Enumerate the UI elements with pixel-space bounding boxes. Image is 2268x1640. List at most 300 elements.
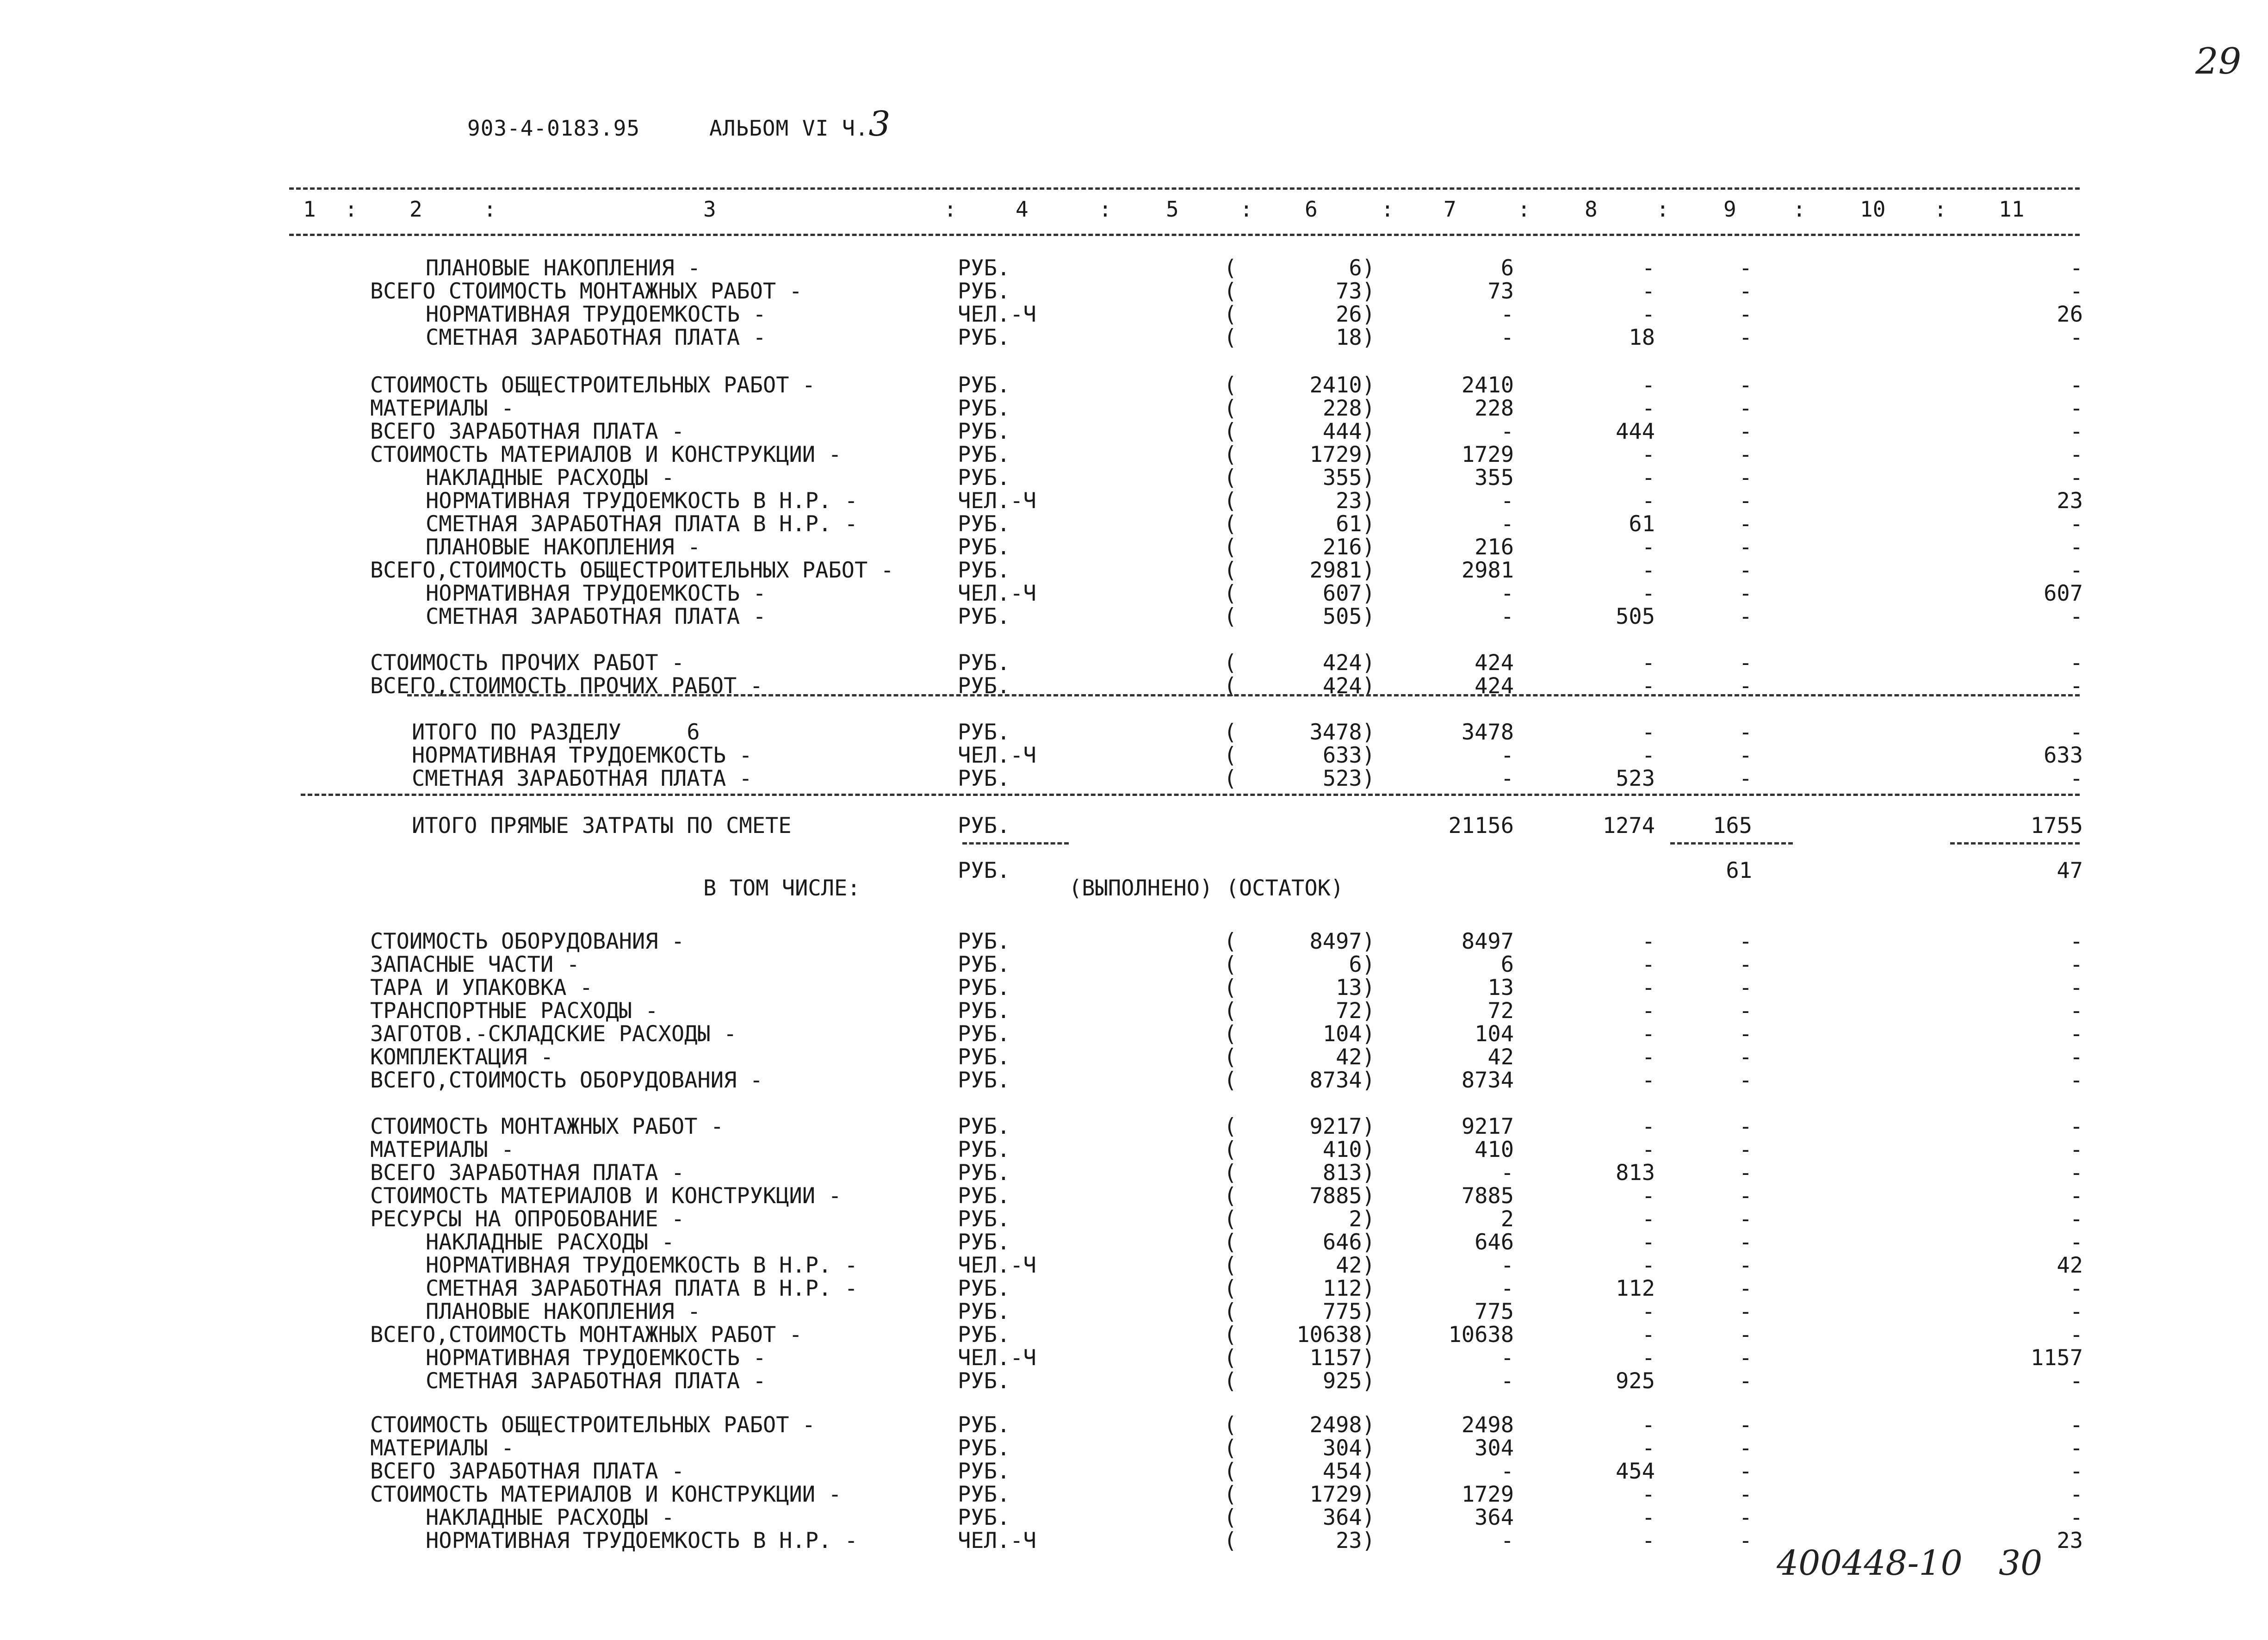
row-label: ВСЕГО ЗАРАБОТНАЯ ПЛАТА - (370, 1459, 685, 1484)
table-row (0, 1300, 2268, 1324)
row-col7: 1729 (1461, 1482, 1514, 1507)
table-row (0, 1185, 2268, 1209)
row-paren: ( (1224, 1322, 1237, 1348)
row-paren: ( (1224, 534, 1237, 560)
row-col6: 424) (1322, 650, 1375, 676)
row-label: ПЛАНОВЫЕ НАКОПЛЕНИЯ - (426, 255, 701, 281)
row-unit: РУБ. (958, 255, 1010, 281)
row-unit: РУБ. (958, 1230, 1010, 1255)
table-row (0, 1208, 2268, 1232)
row-col8: - (1642, 998, 1655, 1024)
row-col6: 6) (1349, 952, 1375, 977)
row-col6: 104) (1322, 1021, 1375, 1047)
row-col6: 505) (1322, 604, 1375, 629)
column-number-header: 1 : 2 : 3 : 4 : 5 : 6 : 7 : 8 : 9 : 10 : 11 (303, 197, 2025, 222)
row-col9: - (1739, 396, 1752, 421)
row-col6: 607) (1322, 581, 1375, 606)
row-paren: ( (1224, 1368, 1237, 1394)
row-unit: РУБ. (958, 1435, 1010, 1461)
row-col11: - (2070, 766, 2083, 791)
row-col7: - (1500, 1345, 1514, 1371)
row-col9: 61 (1726, 858, 1752, 883)
row-col8: 1274 (1602, 813, 1655, 839)
row-col7: 3478 (1461, 720, 1514, 745)
row-col6: 7885) (1309, 1183, 1375, 1209)
row-col7: - (1500, 511, 1514, 537)
row-label: СМЕТНАЯ ЗАРАБОТНАЯ ПЛАТА - (426, 1368, 766, 1394)
row-col9: - (1739, 975, 1752, 1000)
row-unit: ЧЕЛ.-Ч (958, 1253, 1036, 1278)
row-col11: - (2070, 534, 2083, 560)
row-col11: - (2070, 1322, 2083, 1348)
col-num: 2 (409, 197, 422, 222)
row-col9: - (1739, 488, 1752, 514)
row-unit: РУБ. (958, 813, 1010, 839)
row-col6: 72) (1336, 998, 1375, 1024)
row-unit: РУБ. (958, 1459, 1010, 1484)
row-unit: РУБ. (958, 720, 1010, 745)
table-row (0, 374, 2268, 398)
row-col8: - (1642, 302, 1655, 327)
row-col7: 424 (1475, 673, 1514, 699)
row-paren: ( (1224, 766, 1237, 791)
row-col11: - (2070, 442, 2083, 467)
row-paren: ( (1224, 581, 1237, 606)
row-label: СТОИМОСТЬ МАТЕРИАЛОВ И КОНСТРУКЦИИ - (370, 442, 842, 467)
row-col11: - (2070, 1505, 2083, 1530)
row-col9: - (1739, 1137, 1752, 1162)
row-label: ВСЕГО,СТОИМОСТЬ ПРОЧИХ РАБОТ - (370, 673, 763, 699)
row-label: СМЕТНАЯ ЗАРАБОТНАЯ ПЛАТА - (426, 325, 766, 350)
row-paren: ( (1224, 1160, 1237, 1186)
row-col7: - (1500, 1368, 1514, 1394)
table-row (0, 814, 2268, 839)
row-col11: - (2070, 1183, 2083, 1209)
table-row (0, 490, 2268, 514)
row-col6: 9217) (1309, 1114, 1375, 1139)
row-label: СТОИМОСТЬ МОНТАЖНЫХ РАБОТ - (370, 1114, 724, 1139)
row-unit: РУБ. (958, 1068, 1010, 1093)
row-unit: РУБ. (958, 442, 1010, 467)
row-paren: ( (1224, 1459, 1237, 1484)
in-that-number-row (0, 877, 2268, 901)
row-col8: 813 (1616, 1160, 1655, 1186)
row-col6: 1729) (1309, 442, 1375, 467)
header-bottom-rule (289, 234, 2080, 236)
row-unit: РУБ. (958, 650, 1010, 676)
row-paren: ( (1224, 1044, 1237, 1070)
row-unit: ЧЕЛ.-Ч (958, 1345, 1036, 1371)
row-col7: - (1500, 1160, 1514, 1186)
row-col8: - (1642, 720, 1655, 745)
row-label: ВСЕГО ЗАРАБОТНАЯ ПЛАТА - (370, 419, 685, 444)
row-label: СТОИМОСТЬ ОБОРУДОВАНИЯ - (370, 929, 685, 954)
total-sub-rule-unit (962, 842, 1069, 845)
row-unit: РУБ. (958, 1276, 1010, 1301)
row-paren: ( (1224, 1528, 1237, 1553)
table-row (0, 744, 2268, 768)
row-col9: - (1739, 1412, 1752, 1438)
table-row (0, 303, 2268, 327)
row-col9: - (1739, 511, 1752, 537)
row-col8: - (1642, 1137, 1655, 1162)
table-row (0, 397, 2268, 421)
row-col8: - (1642, 1230, 1655, 1255)
row-col8: 18 (1629, 325, 1655, 350)
row-col6: 23) (1336, 1528, 1375, 1553)
row-col7: - (1500, 743, 1514, 768)
row-paren: ( (1224, 419, 1237, 444)
row-col9: - (1739, 1206, 1752, 1232)
row-col7: 73 (1487, 279, 1514, 304)
row-col11: - (2070, 1044, 2083, 1070)
row-label: НОРМАТИВНАЯ ТРУДОЕМКОСТЬ В Н.Р. - (426, 1528, 858, 1553)
row-label: МАТЕРИАЛЫ - (370, 1137, 514, 1162)
row-col6: 2410) (1309, 373, 1375, 398)
table-row (0, 1437, 2268, 1461)
table-row (0, 559, 2268, 583)
row-paren: ( (1224, 465, 1237, 491)
row-col8: 454 (1616, 1459, 1655, 1484)
in-that-number-label: В ТОМ ЧИСЛЕ: (703, 876, 861, 901)
row-col7: 104 (1475, 1021, 1514, 1047)
row-col6: 10638) (1296, 1322, 1375, 1348)
table-top-rule (289, 187, 2080, 190)
row-col11: - (2070, 1482, 2083, 1507)
table-row (0, 326, 2268, 350)
row-unit: РУБ. (958, 975, 1010, 1000)
row-col7: 1729 (1461, 442, 1514, 467)
row-col11: - (2070, 975, 2083, 1000)
row-col8: 444 (1616, 419, 1655, 444)
row-paren: ( (1224, 1345, 1237, 1371)
row-col9: - (1739, 1114, 1752, 1139)
row-label: ВСЕГО СТОИМОСТЬ МОНТАЖНЫХ РАБОТ - (370, 279, 802, 304)
row-col8: - (1642, 1412, 1655, 1438)
row-col9: - (1739, 1044, 1752, 1070)
row-col11: - (2070, 1160, 2083, 1186)
row-unit: РУБ. (958, 766, 1010, 791)
row-label: НАКЛАДНЫЕ РАСХОДЫ - (426, 1505, 675, 1530)
row-label: НОРМАТИВНАЯ ТРУДОЕМКОСТЬ В Н.Р. - (426, 1253, 858, 1278)
handwritten-document-number: 400448-10 (1777, 1543, 1963, 1583)
row-col7: - (1500, 1276, 1514, 1301)
row-col7: 228 (1475, 396, 1514, 421)
table-row (0, 721, 2268, 745)
row-col11: - (2070, 373, 2083, 398)
row-col11: 23 (2057, 1528, 2083, 1553)
row-col7: 2981 (1461, 558, 1514, 583)
row-label: СТОИМОСТЬ МАТЕРИАЛОВ И КОНСТРУКЦИИ - (370, 1183, 842, 1209)
row-label: МАТЕРИАЛЫ - (370, 396, 514, 421)
row-col9: - (1739, 1276, 1752, 1301)
row-label: ИТОГО ПО РАЗДЕЛУ 6 (412, 720, 700, 745)
row-col6: 633) (1322, 743, 1375, 768)
row-col9: - (1739, 1482, 1752, 1507)
row-col11: - (2070, 1137, 2083, 1162)
row-col7: 21156 (1448, 813, 1514, 839)
row-col6: 112) (1322, 1276, 1375, 1301)
row-col11: - (2070, 1021, 2083, 1047)
table-row (0, 1046, 2268, 1070)
table-row (0, 280, 2268, 304)
handwritten-sheet-number: 30 (1999, 1543, 2043, 1583)
row-col6: 2) (1349, 1206, 1375, 1232)
row-col8: - (1642, 442, 1655, 467)
row-col9: - (1739, 1505, 1752, 1530)
row-col11: - (2070, 604, 2083, 629)
row-col8: - (1642, 1505, 1655, 1530)
row-label: СМЕТНАЯ ЗАРАБОТНАЯ ПЛАТА В Н.Р. - (426, 1276, 858, 1301)
row-col11: - (2070, 396, 2083, 421)
col-num: 10 (1860, 197, 1886, 222)
album-part-handwritten: 3 (868, 104, 891, 144)
row-col7: 775 (1475, 1299, 1514, 1324)
row-col11: - (2070, 673, 2083, 699)
row-label: СТОИМОСТЬ ОБЩЕСТРОИТЕЛЬНЫХ РАБОТ - (370, 1412, 816, 1438)
row-col9: - (1739, 302, 1752, 327)
table-row (0, 1115, 2268, 1139)
row-label: ПЛАНОВЫЕ НАКОПЛЕНИЯ - (426, 534, 701, 560)
row-paren: ( (1224, 604, 1237, 629)
row-col8: - (1642, 952, 1655, 977)
row-col11: 607 (2044, 581, 2083, 606)
row-col9: - (1739, 534, 1752, 560)
row-col11: - (2070, 998, 2083, 1024)
table-row (0, 513, 2268, 537)
table-row (0, 1506, 2268, 1530)
row-col8: - (1642, 1482, 1655, 1507)
row-paren: ( (1224, 1021, 1237, 1047)
row-unit: РУБ. (958, 1206, 1010, 1232)
row-unit: ЧЕЛ.-Ч (958, 488, 1036, 514)
row-paren: ( (1224, 1299, 1237, 1324)
row-col7: 6 (1500, 255, 1514, 281)
row-col9: - (1739, 952, 1752, 977)
row-unit: РУБ. (958, 1021, 1010, 1047)
row-col11: - (2070, 465, 2083, 491)
row-unit: ЧЕЛ.-Ч (958, 1528, 1036, 1553)
row-unit: РУБ. (958, 1322, 1010, 1348)
row-label: ВСЕГО,СТОИМОСТЬ ОБОРУДОВАНИЯ - (370, 1068, 763, 1093)
table-row (0, 953, 2268, 977)
row-col6: 13) (1336, 975, 1375, 1000)
row-col11: - (2070, 929, 2083, 954)
row-col6: 26) (1336, 302, 1375, 327)
row-col7: 2410 (1461, 373, 1514, 398)
row-col7: - (1500, 419, 1514, 444)
row-paren: ( (1224, 1482, 1237, 1507)
row-col9: - (1739, 581, 1752, 606)
row-col11: - (2070, 558, 2083, 583)
row-col6: 3478) (1309, 720, 1375, 745)
row-label: ВСЕГО,СТОИМОСТЬ МОНТАЖНЫХ РАБОТ - (370, 1322, 802, 1348)
row-col8: - (1642, 1068, 1655, 1093)
project-code: 903-4-0183.95 (467, 116, 640, 141)
row-paren: ( (1224, 488, 1237, 514)
row-unit: РУБ. (958, 1114, 1010, 1139)
row-col6: 364) (1322, 1505, 1375, 1530)
handwritten-page-number: 29 (2195, 41, 2242, 82)
table-row (0, 443, 2268, 467)
row-col9: - (1739, 1021, 1752, 1047)
table-row (0, 767, 2268, 791)
table-row (0, 652, 2268, 676)
row-col9: - (1739, 1230, 1752, 1255)
row-unit: РУБ. (958, 1044, 1010, 1070)
row-label: НОРМАТИВНАЯ ТРУДОЕМКОСТЬ - (412, 743, 752, 768)
row-col6: 454) (1322, 1459, 1375, 1484)
table-row (0, 1323, 2268, 1348)
row-col8: - (1642, 465, 1655, 491)
row-col9: - (1739, 325, 1752, 350)
row-paren: ( (1224, 255, 1237, 281)
row-paren: ( (1224, 396, 1237, 421)
row-col9: - (1739, 998, 1752, 1024)
row-paren: ( (1224, 998, 1237, 1024)
table-row (0, 605, 2268, 629)
row-col7: - (1500, 1528, 1514, 1553)
row-unit: ЧЕЛ.-Ч (958, 581, 1036, 606)
row-label: ЗАПАСНЫЕ ЧАСТИ - (370, 952, 580, 977)
row-col7: - (1500, 488, 1514, 514)
row-col11: - (2070, 1068, 2083, 1093)
row-col6: 775) (1322, 1299, 1375, 1324)
row-label: РЕСУРСЫ НА ОПРОБОВАНИЕ - (370, 1206, 685, 1232)
row-paren: ( (1224, 743, 1237, 768)
row-col6: 8497) (1309, 929, 1375, 954)
row-col6: 228) (1322, 396, 1375, 421)
row-col7: 42 (1487, 1044, 1514, 1070)
row-col6: 1157) (1309, 1345, 1375, 1371)
row-col8: - (1642, 1299, 1655, 1324)
row-label: ИТОГО ПРЯМЫЕ ЗАТРАТЫ ПО СМЕТЕ (412, 813, 792, 839)
row-unit: ЧЕЛ.-Ч (958, 743, 1036, 768)
row-paren: ( (1224, 325, 1237, 350)
total-sub-rule-c11 (1950, 842, 2080, 845)
row-label: СМЕТНАЯ ЗАРАБОТНАЯ ПЛАТА - (412, 766, 752, 791)
row-unit: РУБ. (958, 1183, 1010, 1209)
row-paren: ( (1224, 1412, 1237, 1438)
row-col9: - (1739, 558, 1752, 583)
row-col7: - (1500, 766, 1514, 791)
row-col6: 216) (1322, 534, 1375, 560)
row-col6: 2498) (1309, 1412, 1375, 1438)
row-paren: ( (1224, 1276, 1237, 1301)
row-col7: 410 (1475, 1137, 1514, 1162)
row-col7: 2498 (1461, 1412, 1514, 1438)
row-col11: - (2070, 325, 2083, 350)
row-col8: - (1642, 975, 1655, 1000)
row-col6: 6) (1349, 255, 1375, 281)
row-col8: - (1642, 373, 1655, 398)
row-paren: ( (1224, 650, 1237, 676)
row-col7: - (1500, 581, 1514, 606)
col-num: 11 (1999, 197, 2025, 222)
row-unit: РУБ. (958, 325, 1010, 350)
table-row (0, 582, 2268, 606)
row-col6: 424) (1322, 673, 1375, 699)
row-col9: - (1739, 1068, 1752, 1093)
table-row (0, 1370, 2268, 1394)
row-col11: - (2070, 952, 2083, 977)
row-paren: ( (1224, 1505, 1237, 1530)
row-col11: - (2070, 720, 2083, 745)
row-col9: - (1739, 1368, 1752, 1394)
row-unit: РУБ. (958, 998, 1010, 1024)
row-col9: - (1739, 1322, 1752, 1348)
row-col8: - (1642, 1435, 1655, 1461)
row-col9: - (1739, 1299, 1752, 1324)
row-col7: 355 (1475, 465, 1514, 491)
table-row (0, 1162, 2268, 1186)
row-col7: 364 (1475, 1505, 1514, 1530)
row-col8: - (1642, 279, 1655, 304)
row-col8: 925 (1616, 1368, 1655, 1394)
row-col9: - (1739, 1253, 1752, 1278)
row-paren: ( (1224, 1435, 1237, 1461)
row-col9: - (1739, 255, 1752, 281)
row-col11: - (2070, 279, 2083, 304)
row-label: НОРМАТИВНАЯ ТРУДОЕМКОСТЬ - (426, 1345, 766, 1371)
row-col7: 216 (1475, 534, 1514, 560)
row-col11: 42 (2057, 1253, 2083, 1278)
row-col7: - (1500, 604, 1514, 629)
col-num: 4 (1016, 197, 1029, 222)
row-col6: 42) (1336, 1253, 1375, 1278)
row-unit: РУБ. (958, 929, 1010, 954)
row-col8: - (1642, 581, 1655, 606)
row-col8: - (1642, 534, 1655, 560)
row-label: ПЛАНОВЫЕ НАКОПЛЕНИЯ - (426, 1299, 701, 1324)
row-col8: - (1642, 650, 1655, 676)
col-num: 6 (1305, 197, 1318, 222)
row-col8: - (1642, 255, 1655, 281)
row-label: НАКЛАДНЫЕ РАСХОДЫ - (426, 1230, 675, 1255)
col-num: 1 (303, 197, 316, 222)
row-col7: 72 (1487, 998, 1514, 1024)
row-col9: - (1739, 1435, 1752, 1461)
row-col9: - (1739, 442, 1752, 467)
table-row (0, 257, 2268, 281)
row-paren: ( (1224, 511, 1237, 537)
row-label: ТРАНСПОРТНЫЕ РАСХОДЫ - (370, 998, 658, 1024)
row-paren: ( (1224, 1253, 1237, 1278)
row-col7: - (1500, 325, 1514, 350)
total-sub-rule-c9 (1670, 842, 1793, 845)
row-col7: - (1500, 1459, 1514, 1484)
row-label: СМЕТНАЯ ЗАРАБОТНАЯ ПЛАТА В Н.Р. - (426, 511, 858, 537)
row-col7: 8734 (1461, 1068, 1514, 1093)
table-row (0, 1414, 2268, 1438)
col-num: 8 (1585, 197, 1598, 222)
row-col11: - (2070, 1206, 2083, 1232)
row-col9: - (1739, 929, 1752, 954)
row-col8: 523 (1616, 766, 1655, 791)
document-header (467, 104, 960, 144)
album-label: АЛЬБОМ VI Ч. (709, 116, 869, 141)
row-paren: ( (1224, 442, 1237, 467)
row-col11: 23 (2057, 488, 2083, 514)
row-col7: 9217 (1461, 1114, 1514, 1139)
row-col11: 47 (2057, 858, 2083, 883)
table-row (0, 1138, 2268, 1162)
row-col6: 444) (1322, 419, 1375, 444)
row-label: СМЕТНАЯ ЗАРАБОТНАЯ ПЛАТА - (426, 604, 766, 629)
row-col11: - (2070, 1114, 2083, 1139)
row-col8: - (1642, 558, 1655, 583)
row-col11: - (2070, 419, 2083, 444)
